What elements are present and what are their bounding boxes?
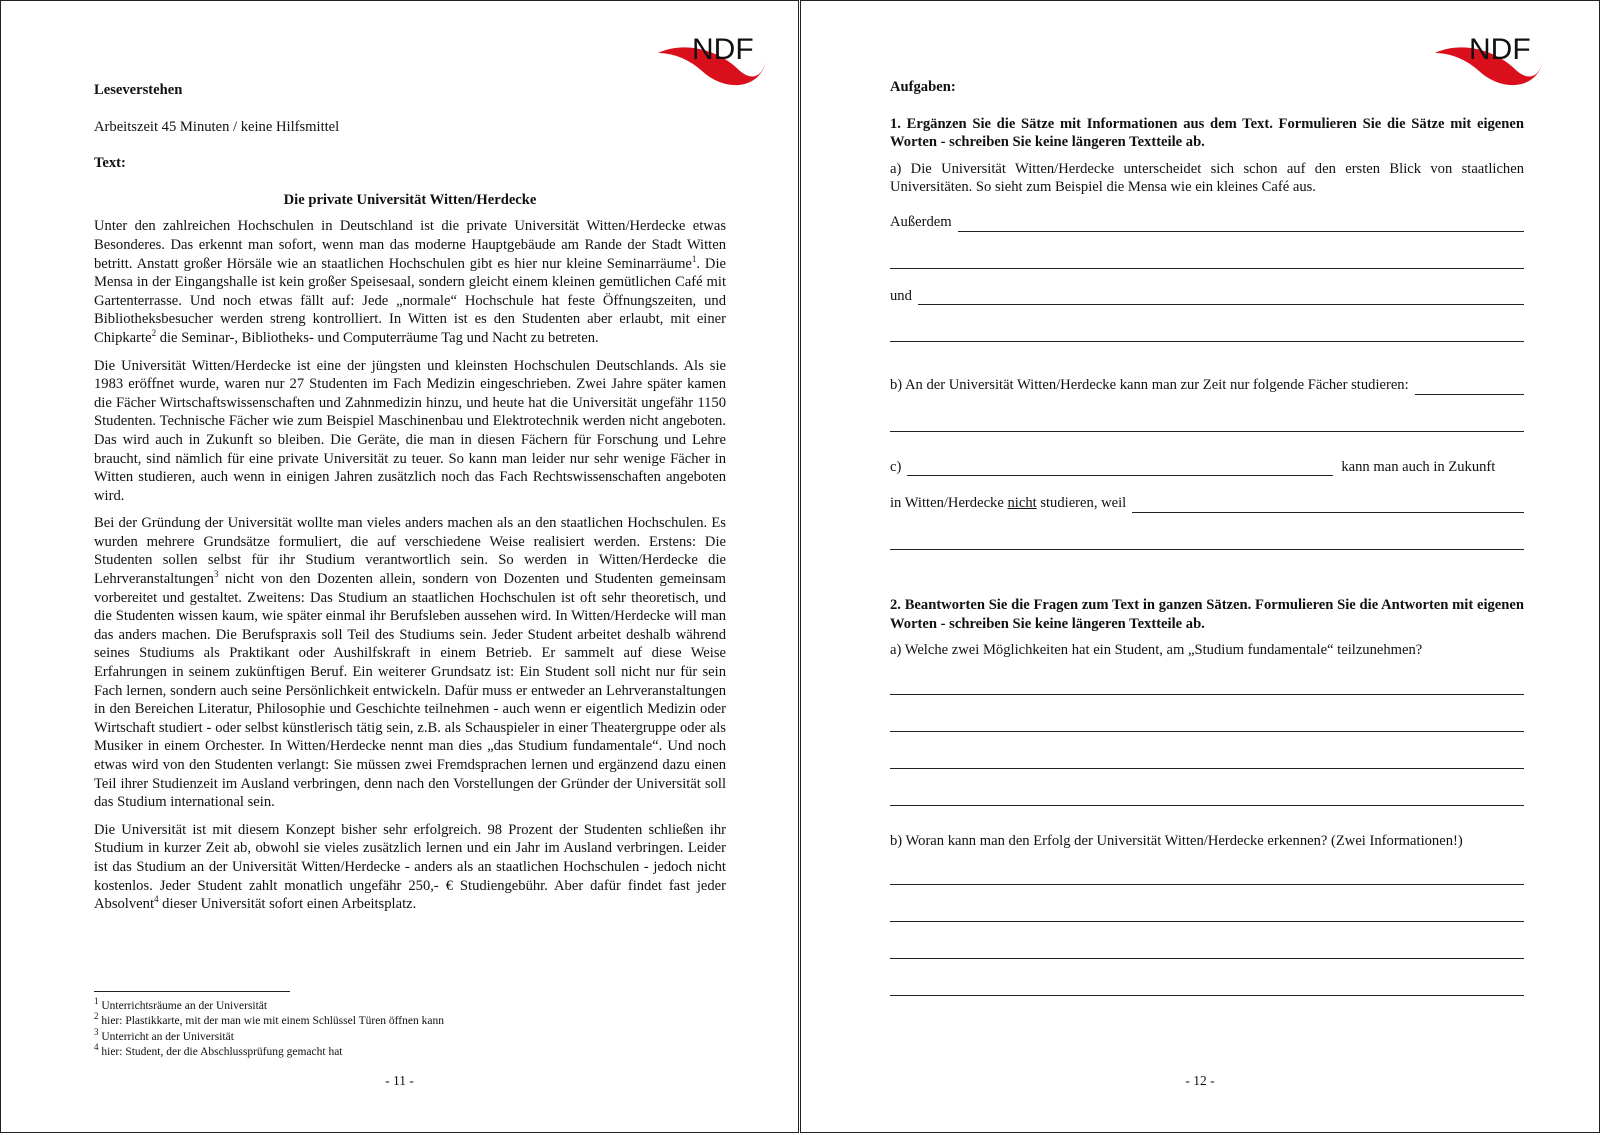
- answer-blank[interactable]: [890, 977, 1524, 996]
- answer-blank[interactable]: [890, 750, 1524, 769]
- answer-blank[interactable]: [890, 713, 1524, 732]
- paragraph-4: Die Universität ist mit diesem Konzept bisher sehr erfolgreich. 98 Prozent der Studenten schließen ihr Studium in kurzer Zeit ab, obwohl sie vieles zusätzlich lernen und ein Jahr im Ausland verbringen. Leider ist das Studium an der Universität Witten/Herdecke - anders als an staatlichen Hochschulen - jedoch nicht kostenlos. Jeder Student zahlt monatlich ungefähr 250,- € Studiengebühr. Aber dafür findet fast jeder Absolvent$^4$ dieser Universität sofort einen Arbeitsplatz.: [94, 821, 726, 913]
- footnote-ref-1: 1: [691, 253, 697, 264]
- task1-b-line: b) An der Universität Witten/Herdecke kann man zur Zeit nur folgende Fächer studieren:: [890, 376, 1524, 395]
- task1-a-text: a) Die Universität Witten/Herdecke unterscheidet sich schon auf den ersten Blick von staatlichen Universitäten. So sieht zum Beispiel die Mensa wie ein kleines Café aus.: [890, 160, 1524, 196]
- footnote: $^4$ hier: Student, der die Abschlussprüfung gemacht hat: [94, 1042, 343, 1059]
- answer-blank[interactable]: [1132, 498, 1524, 513]
- answer-blank[interactable]: [890, 940, 1524, 959]
- answer-blank[interactable]: [890, 323, 1524, 342]
- page-number: - 12 -: [1185, 1073, 1215, 1088]
- logo-text: NDF: [1469, 33, 1531, 66]
- answer-blank[interactable]: [1415, 380, 1524, 395]
- task2-b-text: b) Woran kann man den Erfolg der Universität Witten/Herdecke erkennen? (Zwei Informationen!): [890, 832, 1463, 849]
- task1-instruction: 1. Ergänzen Sie die Sätze mit Informationen aus dem Text. Formulieren Sie die Sätze mit eigenen Worten - schreiben Sie keine längeren Textteile ab.: [890, 115, 1524, 151]
- text-label: Text:: [94, 155, 126, 172]
- page-12: [800, 0, 1600, 1133]
- answer-blank[interactable]: [890, 903, 1524, 922]
- footnote-divider: [94, 991, 290, 992]
- answer-blank[interactable]: [958, 217, 1524, 232]
- paragraph-2: Die Universität Witten/Herdecke ist eine der jüngsten und kleinsten Hochschulen Deutschlands. Als sie 1983 eröffnet wurde, waren nur 27 Studenten im Fach Medizin eingeschrieben. Zwei Jahre später kamen die Fächer Wirtschaftswissenschaften und Zahnmedizin hinzu, und heute hat die Universität ungefähr 1150 Studenten. Technische Fächer wie zum Beispiel Maschinenbau und Elektrotechnik werden nicht angeboten. Das wird auch in Zukunft so bleiben. Die Geräte, die man in diesen Fächern für Forschung und Lehre braucht, sind nämlich für eine private Universität zu teuer. So kann man leider nur sehr wenige Fächer in Witten studieren, auch wenn in einigen Jahren zusätzlich noch das Fach Rechtswissenschaften angeboten wird.: [94, 357, 726, 504]
- answer-blank[interactable]: [890, 413, 1524, 432]
- answer-blank[interactable]: [890, 787, 1524, 806]
- page-number: - 11 -: [385, 1073, 414, 1088]
- time-info: Arbeitszeit 45 Minuten / keine Hilfsmittel: [94, 118, 340, 135]
- paragraph-3: Bei der Gründung der Universität wollte man vieles anders machen als an den staatlichen Hochschulen. Es wurden mehrere Grundsätze formuliert, die auf verschiedene Weise realisiert werden. Erstens: Die Studenten sollen selbst für ihr Studium verantwortlich sein. So werden in Witten/Herdecke die Lehrveranstaltungen$^3$ nicht von den Dozenten allein, sondern von Dozenten und Studenten gemeinsam vorbereitet und gestaltet. Zweitens: Das Studium an staatlichen Hochschulen ist oft sehr theoretisch, und die Studenten wissen kaum, wie später einmal ihr Berufsleben aussehen wird. In Witten/Herdecke will man das anders machen. Die Berufspraxis soll Teil des Studiums sein. Jeder Student arbeitet deshalb während seines Studiums als Praktikant oder Aushilfskraft in einem Betrieb. Er sammelt auf diese Weise Erfahrungen in seinem zukünftigen Beruf. Ein weiterer Grundsatz ist: Ein Student soll nicht nur für sein Fach lernen, sondern auch seine Persönlichkeit entwickeln. Dafür muss er entweder an Lehrveranstaltungen in den Bereichen Literatur, Philosophie und Geschichte teilnehmen - auch wenn er eigentlich Medizin oder Wirtschaft studiert - oder selbst künstlerisch tätig sein, z.B. als Schauspieler in einer Theatergruppe oder als Musiker in einem Orchester. In Witten/Herdecke nennt man dies „das Studium fundamentale“. Und noch etwas wird von den Studenten verlangt: Sie müssen zwei Fremdsprachen lernen und ergänzend dazu einen Teil ihrer Studienzeit im Ausland verbringen, denn nach den Vorstellungen der Gründer der Universität soll das Studium international sein.: [94, 515, 726, 811]
- footnote-ref-4: 4: [154, 894, 159, 905]
- task1-c-line2: in Witten/Herdecke nicht studieren, weil: [890, 494, 1524, 513]
- heading: Leseverstehen: [94, 82, 183, 98]
- task2-a-text: a) Welche zwei Möglichkeiten hat ein Student, am „Studium fundamentale“ teilzunehmen?: [890, 642, 1423, 659]
- footnote-ref-3: 3: [213, 569, 219, 580]
- answer-blank[interactable]: [890, 250, 1524, 269]
- footnote: $^2$ hier: Plastikkarte, mit der man wie mit einem Schlüssel Türen öffnen kann: [94, 1011, 444, 1028]
- answer-blank[interactable]: [890, 676, 1524, 695]
- footnotes: [94, 996, 444, 1061]
- left-content: [94, 81, 726, 914]
- answer-blank[interactable]: [890, 531, 1524, 550]
- task2-instruction: 2. Beantworten Sie die Fragen zum Text in ganzen Sätzen. Formulieren Sie die Antworten mit eigenen Worten - schreiben Sie keine längeren Textteile ab.: [890, 596, 1524, 632]
- page-11: [0, 0, 799, 1133]
- article-title: Die private Universität Witten/Herdecke: [283, 191, 537, 208]
- logo-text: NDF: [692, 33, 754, 66]
- footnote-ref-2: 2: [151, 328, 157, 339]
- task1-a-line1: Außerdem: [890, 213, 1524, 232]
- answer-blank[interactable]: [918, 290, 1524, 305]
- right-content: [890, 78, 1524, 996]
- footnote: $^3$ Unterricht an der Universität: [94, 1026, 234, 1043]
- tasks-heading: Aufgaben:: [890, 79, 956, 95]
- answer-blank[interactable]: [907, 461, 1333, 476]
- task1-a-line2: und: [890, 287, 1524, 306]
- answer-blank[interactable]: [890, 866, 1524, 885]
- footnote: $^1$ Unterrichtsräume an der Universität: [94, 996, 268, 1012]
- paragraph-1: Unter den zahlreichen Hochschulen in Deutschland ist die private Universität Witten/Herdecke etwas Besonderes. Das erkennt man sofort, wenn man das moderne Hauptgebäude am Rande der Stadt Witten betritt. Anstatt großer Hörsäle wie an staatlichen Hochschulen gibt es hier nur kleine Seminarräume$^1$. Die Mensa in der Eingangshalle ist kein großer Speisesaal, sondern gleicht einem kleinen gemütlichen Café mit Gartenterrasse. Und noch etwas fällt auf: Jede „normale“ Hochschule hat feste Öffnungszeiten, und Bibliotheksbesucher werden streng kontrolliert. In Witten ist es den Studenten aber erlaubt, mit einer Chipkarte$^2$ die Seminar-, Bibliotheks- und Computerräume Tag und Nacht zu betreten.: [94, 218, 727, 346]
- task1-c-line1: c) kann man auch in Zukunft: [890, 458, 1496, 475]
